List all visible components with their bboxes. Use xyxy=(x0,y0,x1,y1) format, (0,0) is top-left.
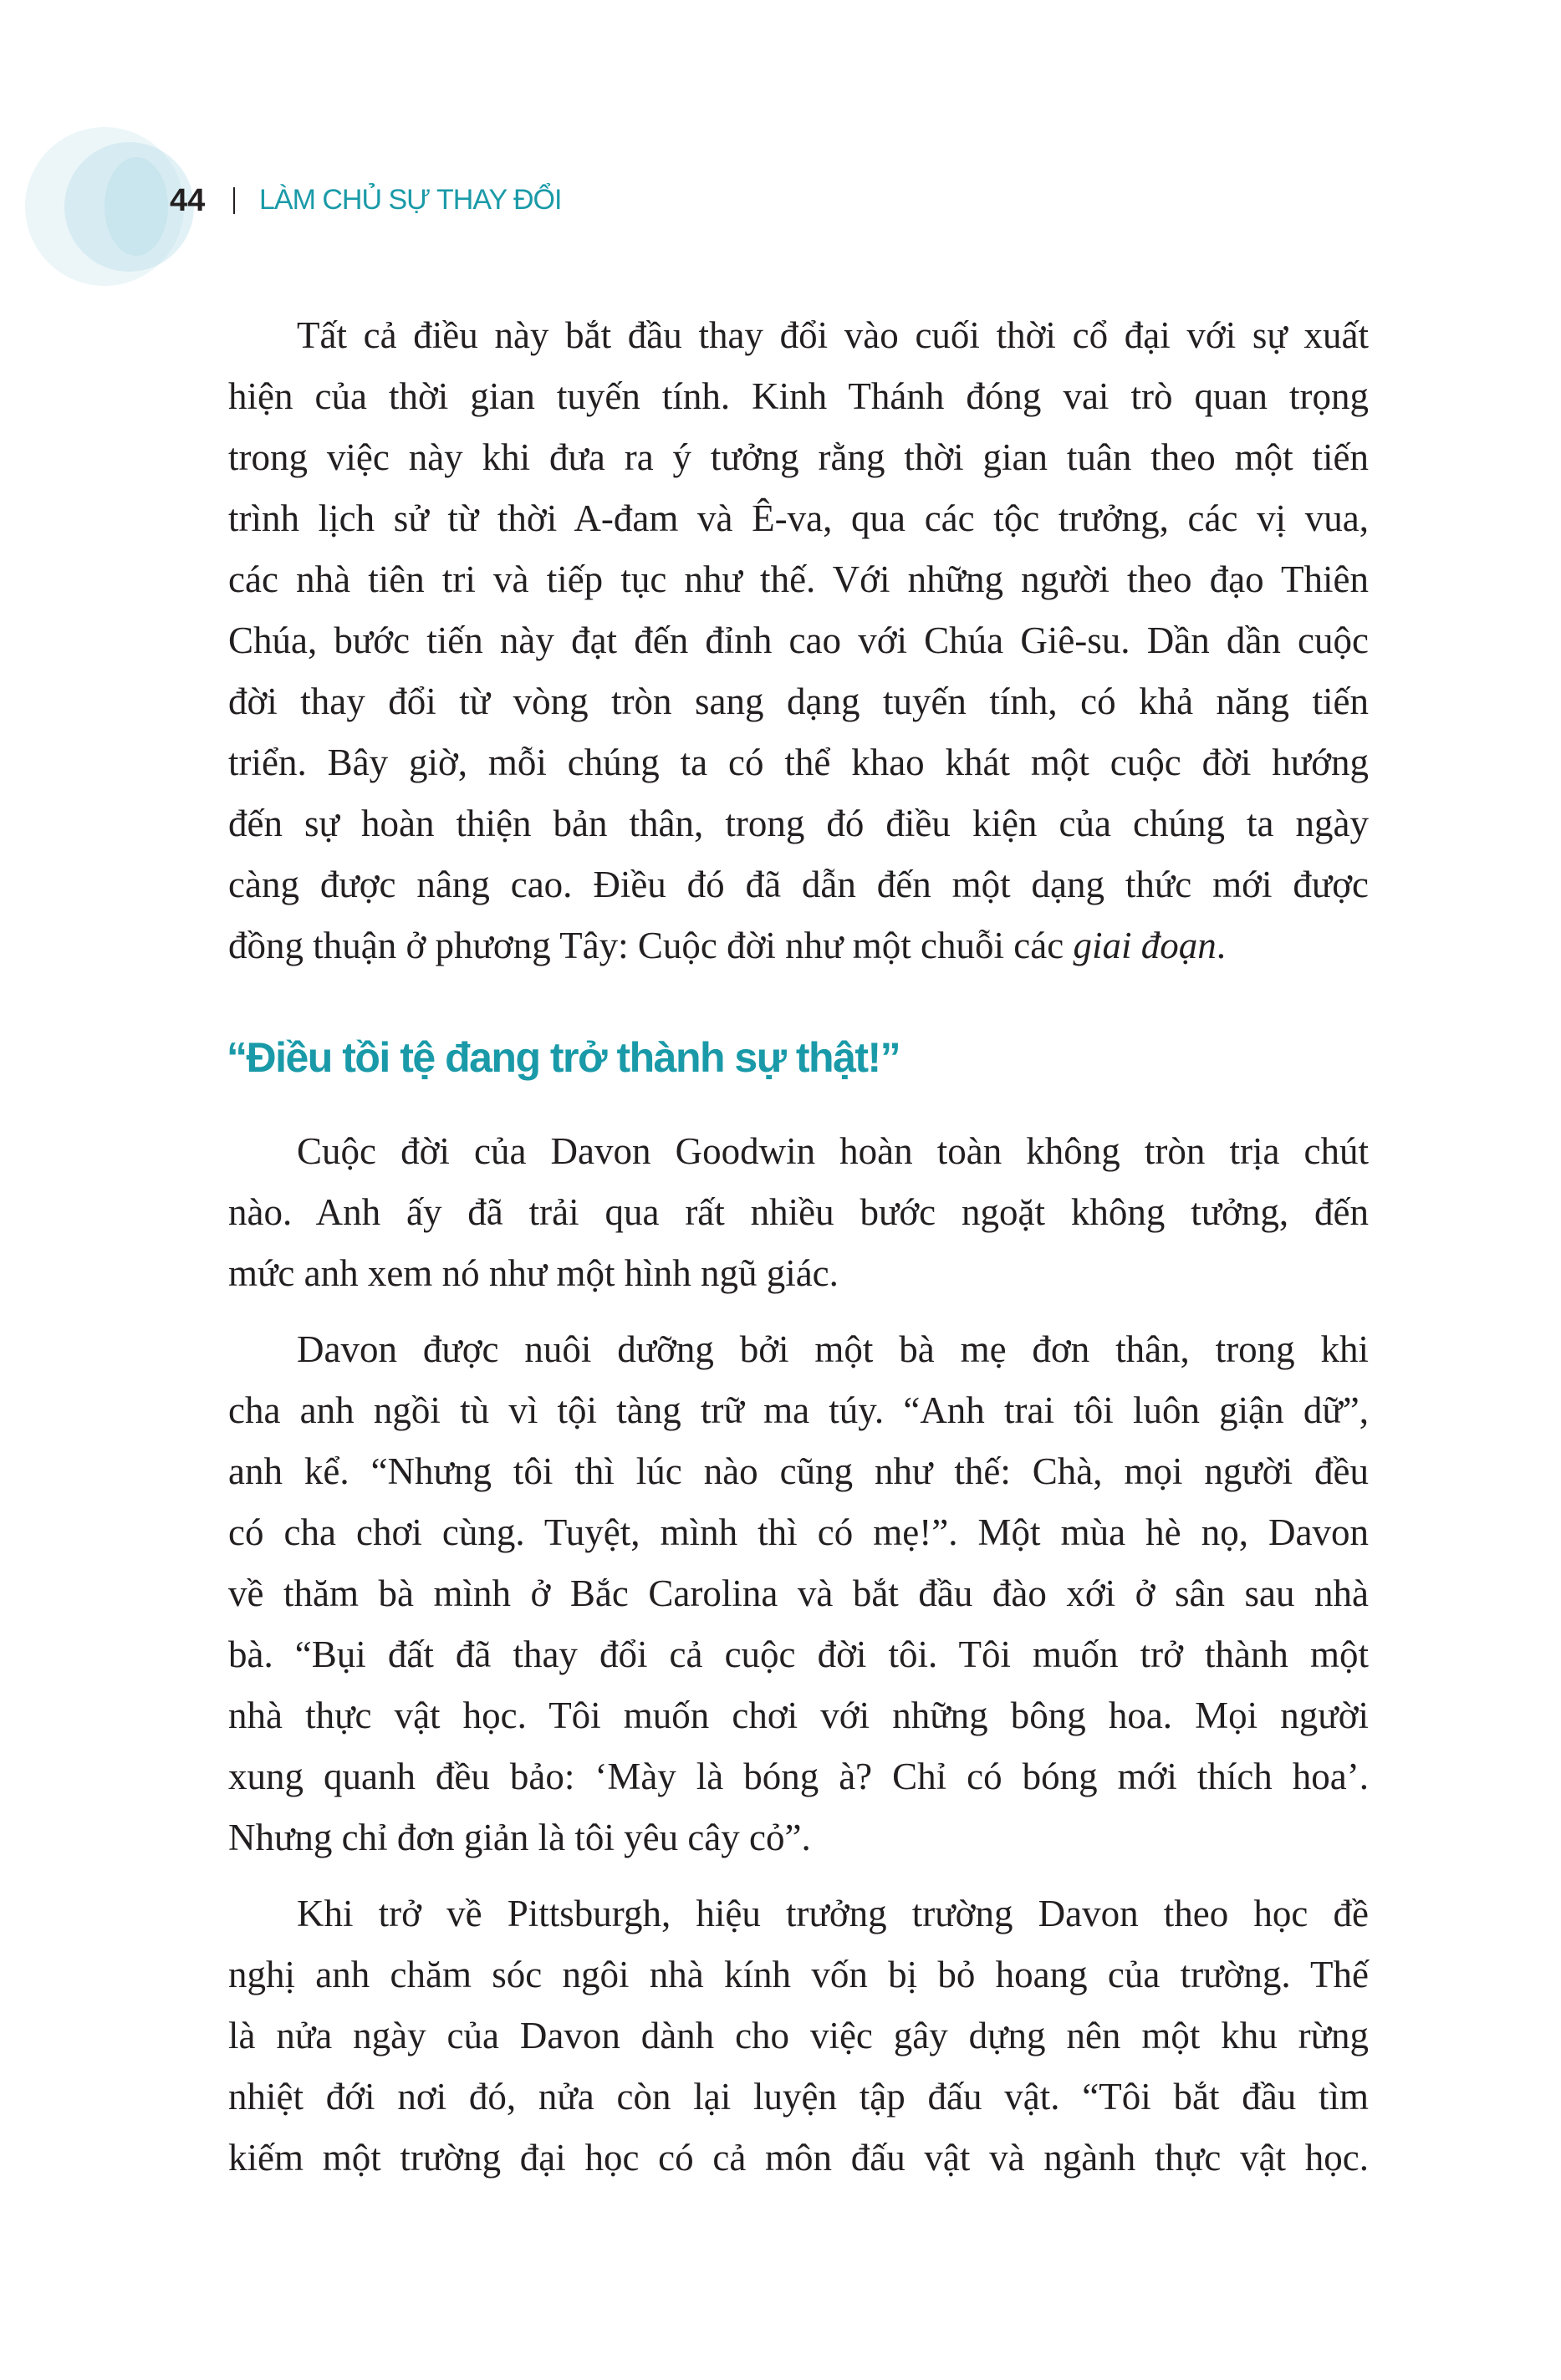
section-heading: “Điều tồi tệ đang trở thành sự thật!” xyxy=(227,1034,900,1081)
text-line: Nhưng chỉ đơn giản là tôi yêu cây cỏ”. xyxy=(228,1817,811,1858)
paragraph-1 xyxy=(228,305,1369,976)
page-number: 44 xyxy=(170,183,206,218)
text-line: trong việc này khi đưa ra ý tưởng rằng thời gian tuân theo một tiến xyxy=(228,436,1369,478)
text-line: nhiệt đới nơi đó, nửa còn lại luyện tập đấu vật. “Tôi bắt đầu tìm xyxy=(228,2076,1369,2118)
text-line: càng được nâng cao. Điều đó đã dẫn đến một dạng thức mới được xyxy=(228,864,1369,905)
text-line: kiếm một trường đại học có cả môn đấu vật và ngành thực vật học. xyxy=(228,2137,1369,2179)
text-line: Tất cả điều này bắt đầu thay đổi vào cuối thời cổ đại với sự xuất xyxy=(297,314,1369,356)
header-divider xyxy=(233,187,235,214)
text-line: hiện của thời gian tuyến tính. Kinh Thánh đóng vai trò quan trọng xyxy=(228,375,1369,417)
text-line: đến sự hoàn thiện bản thân, trong đó điều kiện của chúng ta ngày xyxy=(228,803,1369,844)
text-line: Davon được nuôi dưỡng bởi một bà mẹ đơn thân, trong khi xyxy=(297,1328,1369,1370)
paragraph-4 xyxy=(228,1883,1369,2189)
text-line: đời thay đổi từ vòng tròn sang dạng tuyến tính, có khả năng tiến xyxy=(228,680,1369,722)
text-line: cha anh ngồi tù vì tội tàng trữ ma túy. “Anh trai tôi luôn giận dữ”, xyxy=(228,1389,1369,1431)
text-line: nghị anh chăm sóc ngôi nhà kính vốn bị bỏ hoang của trường. Thế xyxy=(228,1954,1369,1995)
text-line: có cha chơi cùng. Tuyệt, mình thì có mẹ!”. Một mùa hè nọ, Davon xyxy=(228,1511,1369,1553)
text-line: Chúa, bước tiến này đạt đến đỉnh cao với Chúa Giê-su. Dần dần cuộc xyxy=(228,619,1369,661)
text-line: các nhà tiên tri và tiếp tục như thế. Với những người theo đạo Thiên xyxy=(228,558,1369,600)
paragraph-2 xyxy=(228,1121,1369,1304)
paragraph-3 xyxy=(228,1319,1369,1868)
text-line xyxy=(228,915,1369,976)
text-line: trình lịch sử từ thời A-đam và Ê-va, qua các tộc trưởng, các vị vua, xyxy=(228,497,1369,539)
text-line: triển. Bây giờ, mỗi chúng ta có thể khao khát một cuộc đời hướng xyxy=(228,742,1369,783)
text-run: . xyxy=(1216,925,1226,966)
text-line: Cuộc đời của Davon Goodwin hoàn toàn không tròn trịa chút xyxy=(297,1130,1369,1172)
text-line: xung quanh đều bảo: ‘Mày là bóng à? Chỉ có bóng mới thích hoa’. xyxy=(228,1756,1369,1797)
text-line: nào. Anh ấy đã trải qua rất nhiều bước ngoặt không tưởng, đến xyxy=(228,1191,1369,1233)
decorative-circle xyxy=(105,157,168,256)
text-line: là nửa ngày của Davon dành cho việc gây dựng nên một khu rừng xyxy=(228,2015,1369,2056)
text-run: đồng thuận ở phương Tây: Cuộc đời như một chuỗi các xyxy=(228,925,1074,966)
italic-term: giai đoạn xyxy=(1073,925,1217,966)
text-line: Khi trở về Pittsburgh, hiệu trưởng trường Davon theo học đề xyxy=(297,1893,1369,1934)
running-title: LÀM CHỦ SỰ THAY ĐỔI xyxy=(259,184,562,216)
text-line: nhà thực vật học. Tôi muốn chơi với những bông hoa. Mọi người xyxy=(228,1695,1369,1736)
text-line: bà. “Bụi đất đã thay đổi cả cuộc đời tôi. Tôi muốn trở thành một xyxy=(228,1633,1369,1675)
text-line: về thăm bà mình ở Bắc Carolina và bắt đầu đào xới ở sân sau nhà xyxy=(228,1572,1369,1614)
text-line: anh kể. “Nhưng tôi thì lúc nào cũng như thế: Chà, mọi người đều xyxy=(228,1450,1369,1492)
text-line: mức anh xem nó như một hình ngũ giác. xyxy=(228,1252,839,1294)
